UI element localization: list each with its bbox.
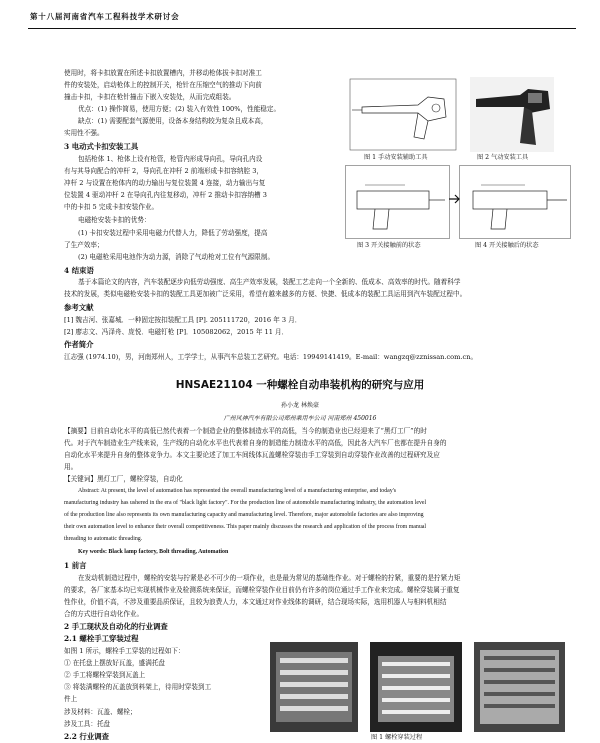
section-2-title: 2 手工现状及自动化的行业调查 [64,622,168,631]
paper-authors: 孙小龙 林焕豪 [281,402,319,409]
figure-caption: 图 1 手动安装辅助工具 [364,154,428,161]
process-line: 如图 1 所示，螺栓手工穿装的过程如下： [64,647,185,655]
abstract-en-line: Abstract: At present, the level of automation has represented the overall manufacturing level of a manufacturing enterprise, and today's [78,488,397,494]
conclusion-line: 基于本篇论文的内容，汽车装配逐步向低劳动强度、高生产效率发展，装配工艺走向一个全新的、低成本、高效率的时代。随着科学 [78,278,461,286]
left-line: 中的卡扣 5 完成卡扣安装作业。 [64,203,159,211]
header-rule [28,28,576,29]
figure-bolt-threading-photos [270,642,565,732]
left-line: 实用性不强。 [64,129,104,137]
left-line: 撞击卡扣，卡扣在枪针撞击下嵌入安装处，从而完成组装。 [64,93,236,101]
abstract-en-line: of the production line also represents its own manufacturing capacity and manufacturing level. Therefore, major automobile factories are also improving [64,512,424,518]
author-title: 作者简介 [64,340,94,349]
left-line: 包括枪体 1、枪体上设有枪管，枪管内形成导向孔，导向孔内设 [78,155,263,163]
abstract-line: 【摘要】目前自动化水平的高低已然代表着一个制造企业的整体制造水平的高低，当今的制造业也已经迎来了“黑灯工厂”的时 [64,427,427,435]
abstract-line: 用。 [64,463,78,471]
author-bio: 江志强 (1974.10)，男，河南郑州人，工学学士，从事汽车总装工艺研究。电话：19949141419。E-mail：wangzq@zznissan.com.cn。 [64,353,478,361]
paper-affiliation: 广州风神汽车有限公司郑州乘用车公司 河南郑州 450016 [223,415,377,422]
abstract-en-line: manufacturing industry has ushered in the era of "black light factory". For the production line of automobile manufacturing industry, the automation level [64,500,427,506]
process-line: ① 在托盘上摆放好瓦盖，盛满托盘 [64,659,166,667]
intro-line: 在发动机制造过程中，螺栓的安装与拧紧是必不可少的一项作业，也是最为常见的基础性作业。对于螺栓的拧紧，重要的是拧紧力矩 [78,574,461,582]
intro-line: 性作业，价值不高，不涉及重要品质保证，且较为浪费人力，本文通过对作业线体的调研，结合现场实际，选用机器人与相料机相结 [64,598,447,606]
reference-item: [2] 廖志文、冯泽舟、庞悦．电磁钉枪 [P]．105082062，2015 年 11 月． [64,328,289,336]
section-3-title: 3 电动式卡扣安装工具 [64,142,139,151]
intro-line: 合的方式进行自动化作业。 [64,610,144,618]
conclusion-line: 技术的发展，类似电磁枪安装卡扣的装配工具更加被广泛采用，希望有越来越多的方便、快捷、低成本的装配工具运用到汽车装配过程中。 [64,290,467,298]
left-line: 冲杆 2 与设置在枪体内的动力输出与复位装置 4 连接，动力输出与复 [64,179,266,187]
left-line: 电磁枪安装卡扣的优势： [78,216,151,224]
paper-title: HNSAE21104 一种螺栓自动串装机构的研究与应用 [175,379,425,391]
figure-caption: 图 3 开关接触前的状态 [357,242,421,249]
left-line: 了生产效率； [64,241,104,249]
abstract-en-line: their own automation level to enhance their overall competitiveness. This paper mainly discusses the research and application of the process from manual [64,524,427,530]
section-4-title: 4 结束语 [64,266,94,275]
figure-3-before-contact [345,165,450,239]
left-line: 有与其导向配合的冲杆 2，导向孔在冲杆 2 前端形成卡扣容纳腔 3， [64,167,263,175]
process-line: ② 手工将螺栓穿装到瓦盖上 [64,671,146,679]
process-line: 涉及材料：瓦盖、螺栓； [64,708,137,716]
intro-line: 的要求，各厂家基本均已实现机械作业及检测系统来保证，而螺栓穿装作业目前仍有许多的岗位通过手工作业来完成。螺栓穿装属于重复 [64,586,460,594]
keywords-cn: 【关键词】黑灯工厂，螺栓穿装，自动化 [64,475,183,483]
left-line: 件的安装处，启动枪体上的控制开关，枪针在压缩空气的推动下向前 [64,81,262,89]
running-header: 第十八届河南省汽车工程科技学术研讨会 [30,12,180,21]
arrow-icon [449,194,461,204]
figure-4-after-contact [459,165,571,239]
section-1-title: 1 前言 [64,561,87,570]
left-line: 使用时，将卡扣放置在所述卡扣放置槽内，并移动枪体拔卡扣对准工 [64,69,262,77]
abstract-en-line: threading to automatic threading. [64,536,143,542]
reference-item: [1] 魏吉河、张嘉城．一种固定按扣装配工具 [P]. 205111720，2016 年 3 月． [64,316,302,324]
section-2-1-title: 2.1 螺栓手工穿装过程 [64,634,139,643]
process-line: ③ 将装满螺栓的瓦盖放到料架上，待用时穿装到工 [64,683,212,691]
figure-2-pneumatic-tool [470,77,554,152]
abstract-line: 代。对于汽车制造业生产线来说，生产线的自动化水平也代表着自身的制造能力制造水平的高低，因此各大汽车厂也都在提升自身的 [64,439,447,447]
figure-1-manual-tool [348,77,458,152]
keywords-en: Key words: Black lamp factory, Bolt threading, Automation [78,549,229,555]
left-line: (2) 电磁枪采用电池作为动力源，消除了气动枪对工位有气源限制。 [78,253,275,261]
left-line: 优点：(1) 操作简易，使用方便；(2) 装入有效性 100%，性能稳定。 [78,105,281,113]
process-line: 件上 [64,695,78,703]
left-line: 位装置 4 驱动冲杆 2 在导向孔内往复移动，冲杆 2 推动卡扣容纳槽 3 [64,191,267,199]
figure-caption: 图 1 螺栓穿装过程 [371,734,423,741]
left-line: (1) 卡扣安装过程中采用电磁力代替人力，降低了劳动强度，提高 [78,229,268,237]
figure-caption: 图 4 开关接触后的状态 [475,242,539,249]
left-line: 缺点：(1) 需要配套气源使用，设备本身结构较为复杂且成本高， [78,117,268,125]
figure-caption: 图 2 气动安装工具 [477,154,529,161]
process-line: 涉及工具：托盘 [64,720,111,728]
section-2-2-title: 2.2 行业调查 [64,732,109,741]
references-title: 参考文献 [64,303,94,312]
abstract-line: 自动化水平来提升自身的整体竞争力。本文主要论述了加工车间线体瓦盖螺栓穿装由手工穿装到自动穿装作业改善的过程研究及应 [64,451,440,459]
